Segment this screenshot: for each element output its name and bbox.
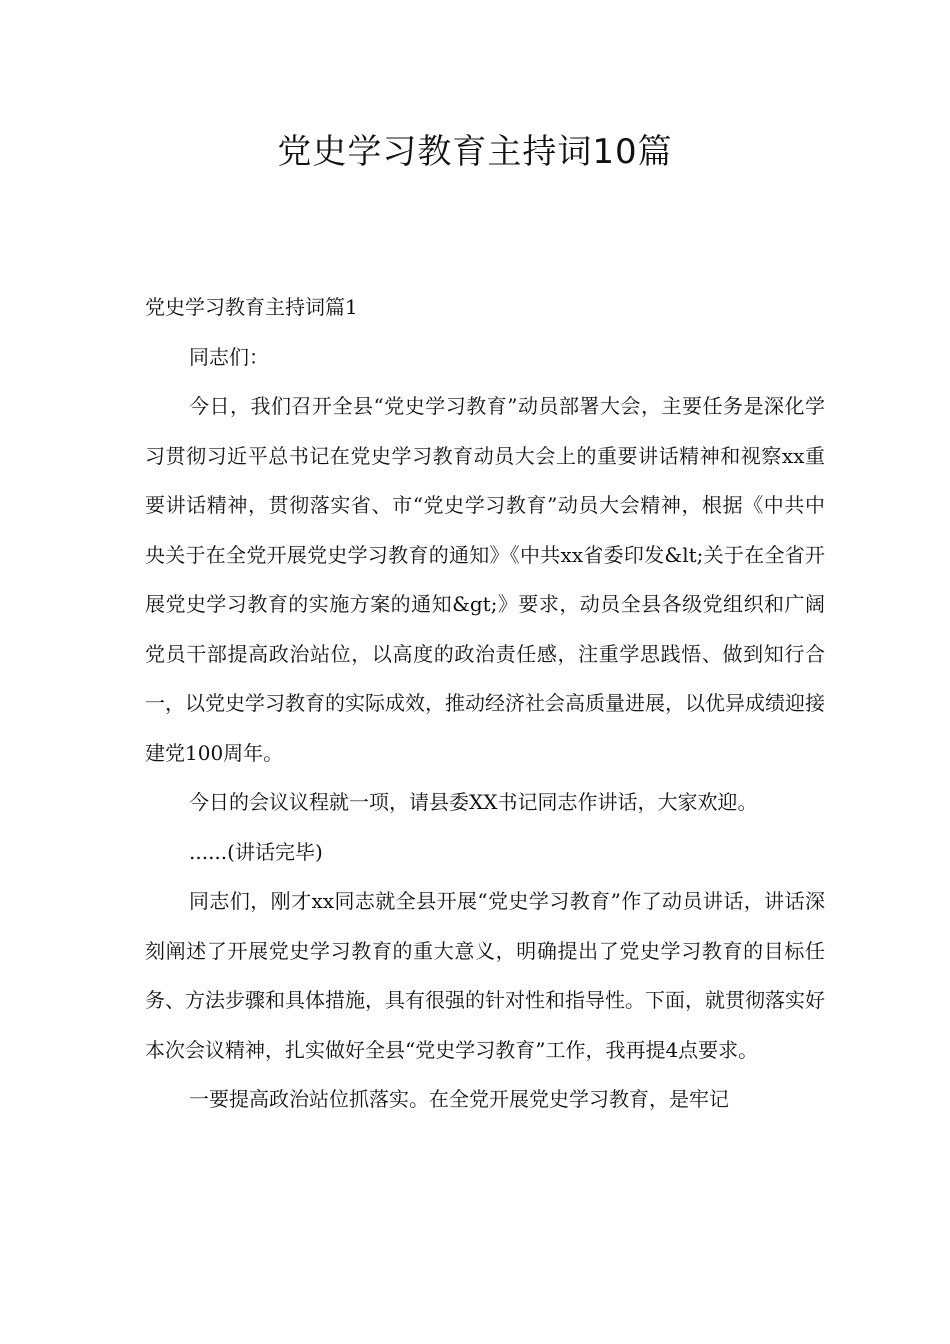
document-body: [145, 283, 825, 1125]
paragraph-requirement-1: 一要提高政治站位抓落实。在全党开展党史学习教育，是牢记: [189, 1087, 729, 1111]
document-title: 党史学习教育主持词10篇: [277, 132, 673, 172]
paragraph-agenda: 今日的会议议程就一项，请县委XX书记同志作讲话，大家欢迎。: [189, 790, 758, 814]
paragraph-salutation: 同志们：: [189, 344, 269, 369]
paragraph-opening: 今日，我们召开全县“党史学习教育”动员部署大会，主要任务是深化学习贯彻习近平总书记在党史学习教育动员大会上的重要讲话精神和视察xx重要讲话精神，贯彻落实省、市“党史学习教育”动员大会精神，根据《中共中央关于在全党开展党史学习教育的通知》《中共xx省委印发&lt;关于在全省开展党史学习教育的实施方案的通知&gt;》要求，动员全县各级党组织和广阔党员干部提高政治站位，以高度的政治责任感，注重学思践悟、做到知行合一，以党史学习教育的实际成效，推动经济社会高质量进展，以优异成绩迎接建党100周年。: [145, 394, 825, 765]
section-heading: 党史学习教育主持词篇1: [145, 295, 358, 319]
paragraph-speech-end: ......(讲话完毕): [189, 839, 323, 864]
paragraph-summary: 同志们，刚才xx同志就全县开展“党史学习教育”作了动员讲话，讲话深刻阐述了开展党史学习教育的重大意义，明确提出了党史学习教育的目标任务、方法步骤和具体措施，具有很强的针对性和指导性。下面，就贯彻落实好本次会议精神，扎实做好全县“党史学习教育”工作，我再提4点要求。: [145, 889, 825, 1062]
